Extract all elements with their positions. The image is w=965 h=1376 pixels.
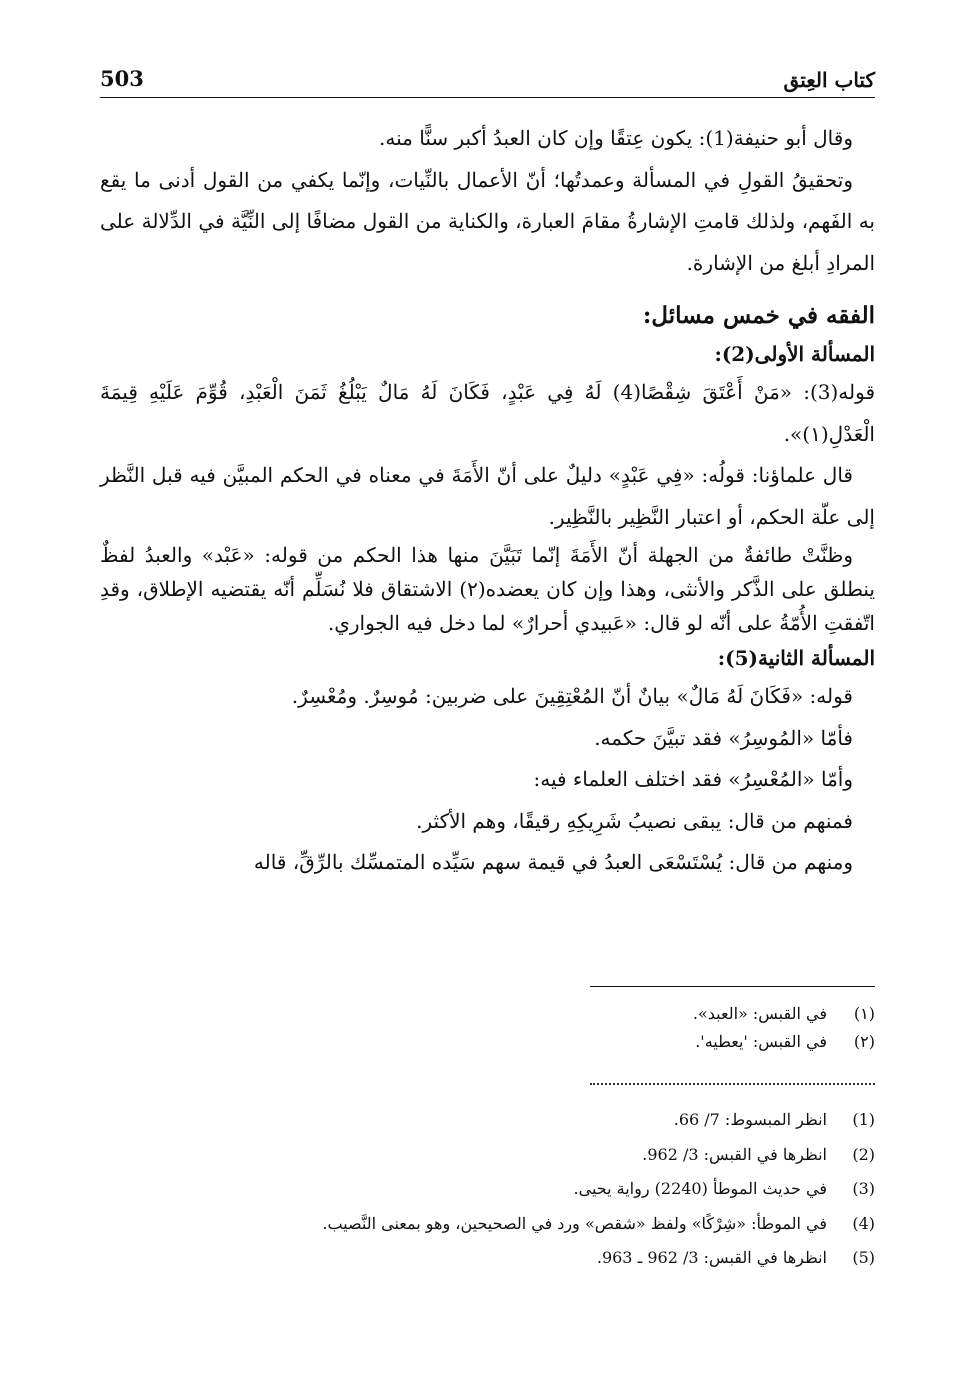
footnote-text: انظرها في القبس: 3/ 962. <box>642 1144 827 1164</box>
page-header <box>100 66 875 96</box>
footnote-number: (١) <box>853 1004 875 1023</box>
question-2-line-2: فأمّا «المُوسِرُ» فقد تبيَّنَ حكمه. <box>594 725 853 750</box>
header-rule <box>100 97 875 98</box>
section-title: الفقه في خمس مسائل: <box>642 302 875 329</box>
footnote-text: انظر المبسوط: 7/ 66. <box>673 1110 827 1129</box>
question-2-line-3: وأمّا «المُعْسِرُ» فقد اختلف العلماء فيه: <box>533 767 853 791</box>
footnote-number: (3) <box>852 1179 875 1198</box>
footnote-item <box>100 1028 875 1056</box>
footnote-rule <box>590 986 875 987</box>
running-title: كتاب العِتق <box>783 68 875 92</box>
footnote-item <box>100 1172 875 1207</box>
footnote-number: (4) <box>852 1213 875 1233</box>
footnote-item <box>100 1207 875 1242</box>
footnote-number: (1) <box>852 1110 875 1129</box>
footnote-item <box>100 1103 875 1138</box>
question-1-taifa: وظنَّتْ طائفةٌ من الجهلة أنّ الأَمَةَ إنّما تَبَيَّنَ منها هذا الحكم من قوله: «عَبْد» والعبدُ لفظٌ ينطلق على الذَّكر والأنثى، وهذا وإن كان يعضده(٢) الاشتقاق فلا نُسَلِّم أنّه يقتضيه الإطلاق، وقدِ اتّفقتِ الأُمّةُ على أنّه لو قال: «عَبيدي أحرارٌ» لما دخل فيه الجواري. <box>100 543 875 635</box>
paragraph-tahqiq: وتحقيقُ القولِ في المسألة وعمدتُها؛ أنّ الأعمال بالنِّيات، وإنّما يكفي من القول أدنى ما يقع به الفَهم، ولذلك قامتِ الإشارةُ مقامَ العبارة، والكناية من القول مضافًا إلى النِّيَّة في الدِّلالة على المرادِ أبلغ من الإشارة. <box>100 167 875 275</box>
question-1-hadith: قوله(3): «مَنْ أَعْتَقَ شِقْصًا(4) لَهُ فِي عَبْدٍ، فَكَانَ لَهُ مَالٌ يَبْلُغُ ثَمَنَ الْعَبْدِ، قُوِّمَ عَلَيْهِ قِيمَةَ الْعَدْلِ(١)». <box>100 380 876 446</box>
question-1-title: المسألة الأولى(2): <box>714 342 875 366</box>
footnote-number: (5) <box>852 1248 875 1267</box>
main-text <box>100 118 875 884</box>
footnote-number: (2) <box>852 1144 875 1164</box>
footnote-item <box>100 1138 875 1173</box>
paragraph-abu-hanifa: وقال أبو حنيفة(1): يكون عِتقًا وإن كان العبدُ أكبر سنًّا منه. <box>379 126 853 150</box>
footnote-text: في الموطأ: «شِرْكًا» ولفظ «شقص» ورد في الصحيحين، وهو بمعنى النَّصيب. <box>322 1213 827 1233</box>
footnote-text: انظرها في القبس: 3/ 962 ـ 963. <box>596 1248 827 1267</box>
question-2-line-5: ومنهم من قال: يُسْتَسْعَى العبدُ في قيمة سهم سَيِّده المتمسِّك بالرِّقِّ، قاله <box>253 850 853 874</box>
dotted-separator <box>590 1083 875 1085</box>
qabas-footnotes <box>100 1000 875 1056</box>
page-number: 503 <box>100 66 144 91</box>
question-2-line-1: قوله: «فَكَانَ لَهُ مَالٌ» بيانٌ أنّ المُعْتِقِينَ على ضربين: مُوسِرٌ. ومُعْسِرٌ. <box>291 684 853 708</box>
footnote-text: في حديث الموطأ (2240) رواية يحيى. <box>573 1179 827 1198</box>
question-1-ulama: قال علماؤنا: قولُه: «فِي عَبْدٍ» دليلٌ على أنّ الأَمَةَ في معناه في الحكم المبيَّن فيه قبل النَّظر إلى علّة الحكم، أو اعتبار النَّظِير بالنَّظِير. <box>100 463 875 529</box>
footnote-item <box>100 1241 875 1276</box>
editor-footnotes <box>100 1103 875 1276</box>
question-2-title: المسألة الثانية(5): <box>717 646 875 670</box>
footnote-text: في القبس: «العبد». <box>692 1004 827 1023</box>
footnote-item <box>100 1000 875 1028</box>
footnote-number: (٢) <box>853 1032 875 1051</box>
question-2-line-4: فمنهم من قال: يبقى نصيبُ شَرِيكِهِ رقيقًا، وهم الأكثر. <box>416 808 853 833</box>
footnote-text: في القبس: 'يعطيه'. <box>695 1032 827 1051</box>
